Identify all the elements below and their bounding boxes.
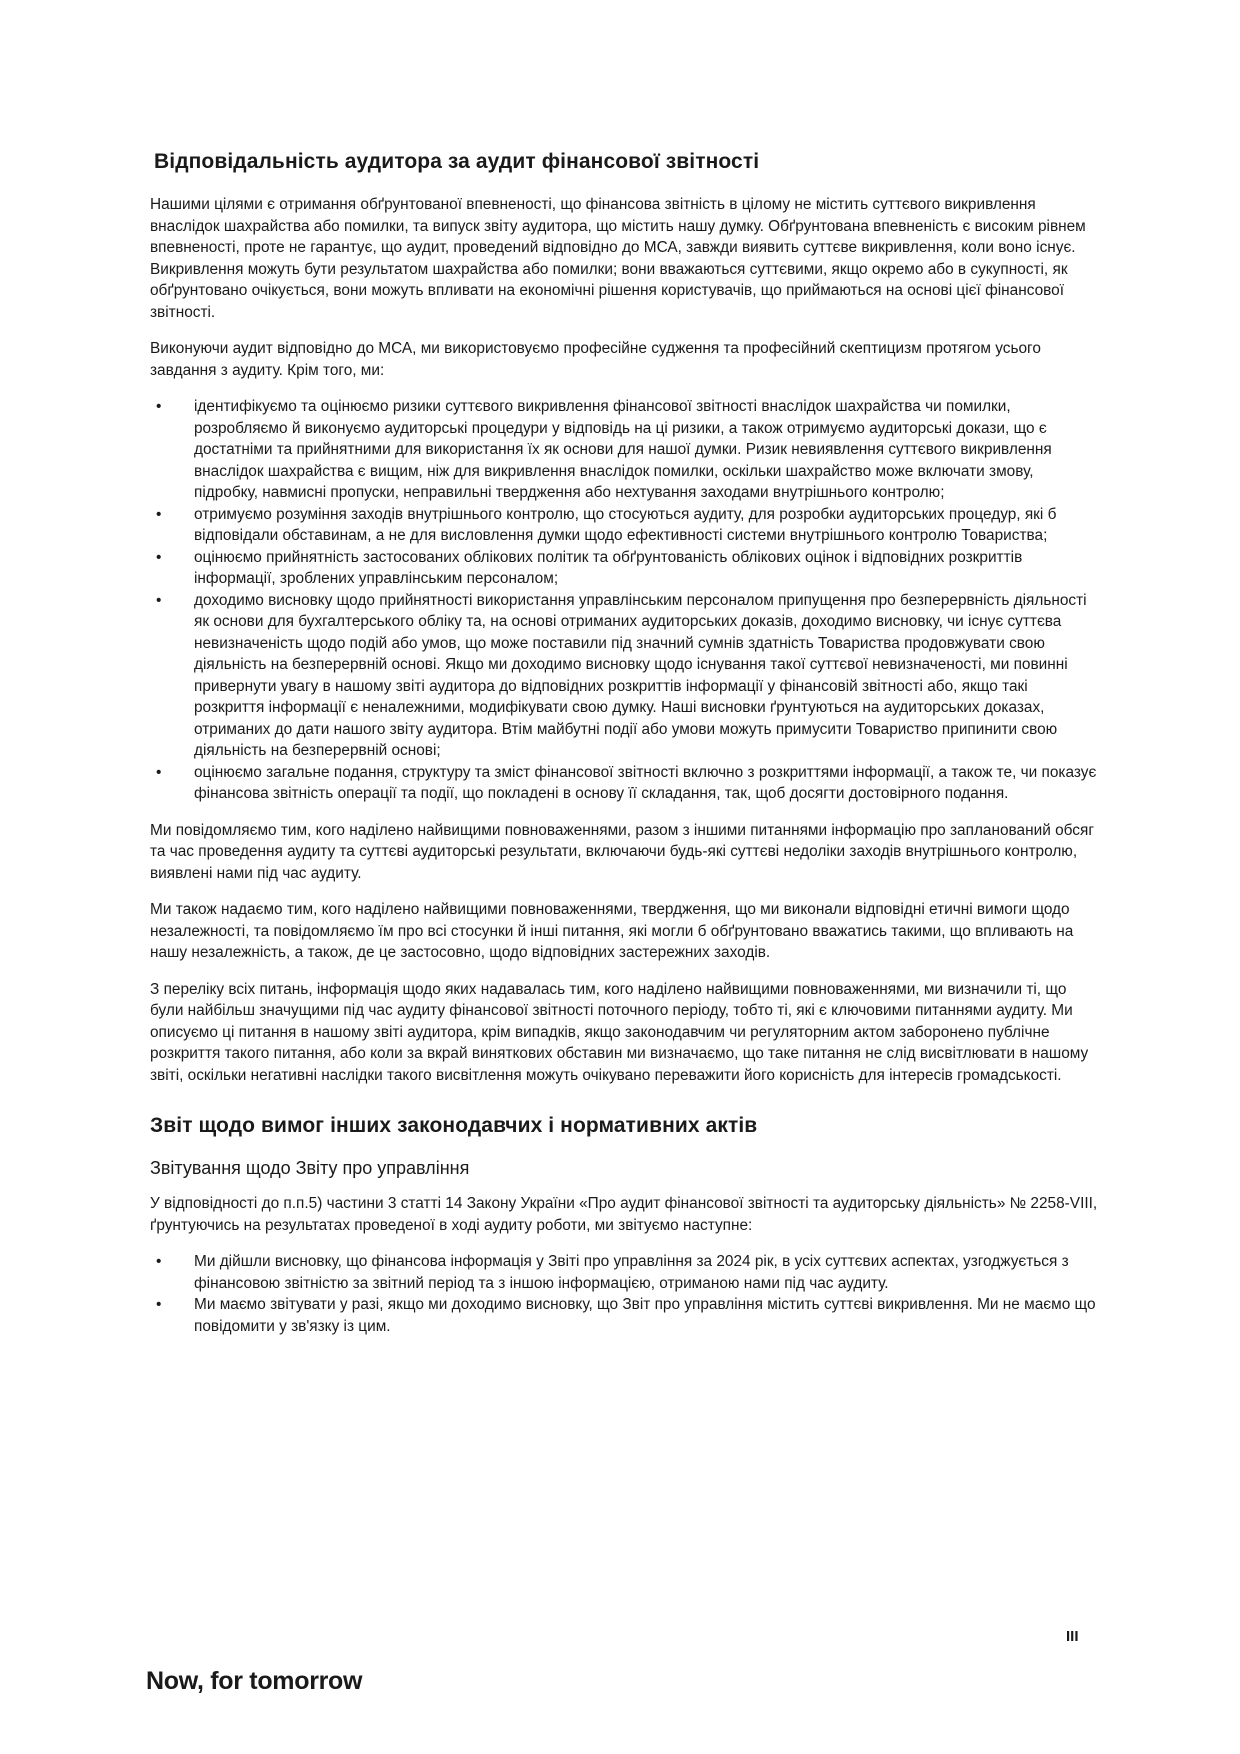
document-body (150, 150, 1100, 1352)
bullet-icon: • (156, 1296, 162, 1313)
section-heading-auditor-responsibility: Відповідальність аудитора за аудит фінансової звітності (154, 150, 760, 173)
list-item: • отримуємо розуміння заходів внутрішнього контролю, що стосуються аудиту, для розробки аудиторських процедур, які б відповідали обставинам, а не для висловлення думки щодо ефективності системи внутрішнього контролю Товариства; (156, 505, 1057, 544)
list-item: • доходимо висновку щодо прийнятності використання управлінським персоналом припущення про безперервність діяльності як основи для бухгалтерського обліку та, на основі отриманих аудиторських доказів, доходимо висновку, чи існує суттєва невизначеність щодо подій або умов, що може поставили під значний сумнів здатність Товариства продовжувати свою діяльність на безперервній основі. Якщо ми доходимо висновку щодо існування такої суттєвої невизначеності, ми повинні привернути увагу в нашому звіті аудитора до відповідних розкриттів інформації у фінансовій звітності або, якщо такі розкриття інформації є неналежними, модифікувати свою думку. Наші висновки ґрунтуються на аудиторських доказах, отриманих до дати нашого звіту аудитора. Втім майбутні події або умови можуть примусити Товариство припинити свою діяльність на безперервній основі; (156, 591, 1087, 759)
list-item: • оцінюємо прийнятність застосованих облікових політик та обґрунтованість облікових оцінок і відповідних розкриттів інформації, зроблених управлінським персоналом; (156, 548, 1023, 587)
list-item: • Ми дійшли висновку, що фінансова інформація у Звіті про управління за 2024 рік, в усіх суттєвих аспектах, узгоджується з фінансовою звітністю за звітний період та з іншою інформацією, отриманою нами під час аудиту. (156, 1253, 1069, 1292)
paragraph-professional-judgement: Виконуючи аудит відповідно до МСА, ми використовуємо професійне судження та професійний скептицизм протягом усього завдання з аудиту. Крім того, ми: (150, 340, 1041, 379)
bullet-icon: • (156, 398, 162, 415)
subheading-management-report: Звітування щодо Звіту про управління (150, 1158, 470, 1178)
bullet-icon: • (156, 548, 162, 566)
paragraph-objectives: Нашими цілями є отримання обґрунтованої впевненості, що фінансова звітність в цілому не містить суттєвого викривлення внаслідок шахрайства або помилки, та випуск звіту аудитора, що містить нашу думку. Обґрунтована впевненість є високим рівнем впевненості, проте не гарантує, що аудит, проведений відповідно до МСА, завжди виявить суттєве викривлення, коли воно існує. Викривлення можуть бути результатом шахрайства або помилки; вони вважаються суттєвими, якщо окремо або в сукупності, як обґрунтовано очікується, вони можуть впливати на економічні рішення користувачів, що приймаються на основі цієї фінансової звітності. (150, 196, 1086, 321)
section-heading-other-legal-requirements: Звіт щодо вимог інших законодавчих і нормативних актів (150, 1114, 758, 1137)
list-item: • ідентифікуємо та оцінюємо ризики суттєвого викривлення фінансової звітності внаслідок шахрайства чи помилки, розробляємо й виконуємо аудиторські процедури у відповідь на ці ризики, а також отримуємо аудиторські докази, що є достатніми та прийнятними для використання їх як основи для нашої думки. Ризик невиявлення суттєвого викривлення внаслідок шахрайства є вищим, ніж для викривлення внаслідок помилки, оскільки шахрайство може включати змову, підробку, навмисні пропуски, неправильні твердження або нехтування заходами внутрішнього контролю; (156, 398, 1052, 501)
management-report-findings-list (150, 1251, 1100, 1337)
audit-procedures-list (150, 396, 1100, 805)
bullet-icon: • (156, 591, 162, 609)
paragraph-independence: Ми також надаємо тим, кого наділено найвищими повноваженнями, твердження, що ми виконали відповідні етичні вимоги щодо незалежності, та повідомляємо їм про всі стосунки й інші питання, які могли б обґрунтовано вважатись такими, що впливають на нашу незалежність, а також, де це застосовно, щодо відповідних застережних заходів. (150, 901, 1074, 961)
list-item: • Ми маємо звітувати у разі, якщо ми доходимо висновку, що Звіт про управління містить суттєві викривлення. Ми не маємо що повідомити у зв'язку із цим. (156, 1296, 1096, 1335)
paragraph-key-audit-matters: З переліку всіх питань, інформація щодо яких надавалась тим, кого наділено найвищими повноваженнями, ми визначили ті, що були найбільш значущими під час аудиту фінансової звітності поточного періоду, тобто ті, які є ключовими питаннями аудиту. Ми описуємо ці питання в нашому звіті аудитора, крім випадків, якщо законодавчим чи регуляторним актом заборонено публічне розкриття такого питання, або коли за вкрай виняткових обставин ми визначаємо, що таке питання не слід висвітлювати в нашому звіті, оскільки негативні наслідки такого висвітлення можуть очікувано переважити його корисність для інтересів громадськості. (150, 980, 1089, 1084)
bullet-icon: • (156, 763, 162, 781)
paragraph-communication: Ми повідомляємо тим, кого наділено найвищими повноваженнями, разом з іншими питаннями інформацію про запланований обсяг та час проведення аудиту та суттєві аудиторські результати, включаючи будь-які суттєві недоліки заходів внутрішнього контролю, виявлені нами під час аудиту. (150, 821, 1094, 882)
bullet-icon: • (156, 505, 162, 523)
page-number: III (1066, 1628, 1079, 1645)
brand-tagline: Now, for tomorrow (146, 1667, 363, 1695)
paragraph-law-reference: У відповідності до п.п.5) частини 3 статті 14 Закону України «Про аудит фінансової звітності та аудиторську діяльність» № 2258-VIII, ґрунтуючись на результатах проведеної в ході аудиту роботи, ми звітуємо наступне: (150, 1195, 1098, 1234)
list-item: • оцінюємо загальне подання, структуру та зміст фінансової звітності включно з розкриттями інформації, а також те, чи показує фінансова звітність операції та події, що покладені в основу її складання, так, щоб досягти достовірного подання. (156, 763, 1097, 802)
bullet-icon: • (156, 1253, 162, 1270)
